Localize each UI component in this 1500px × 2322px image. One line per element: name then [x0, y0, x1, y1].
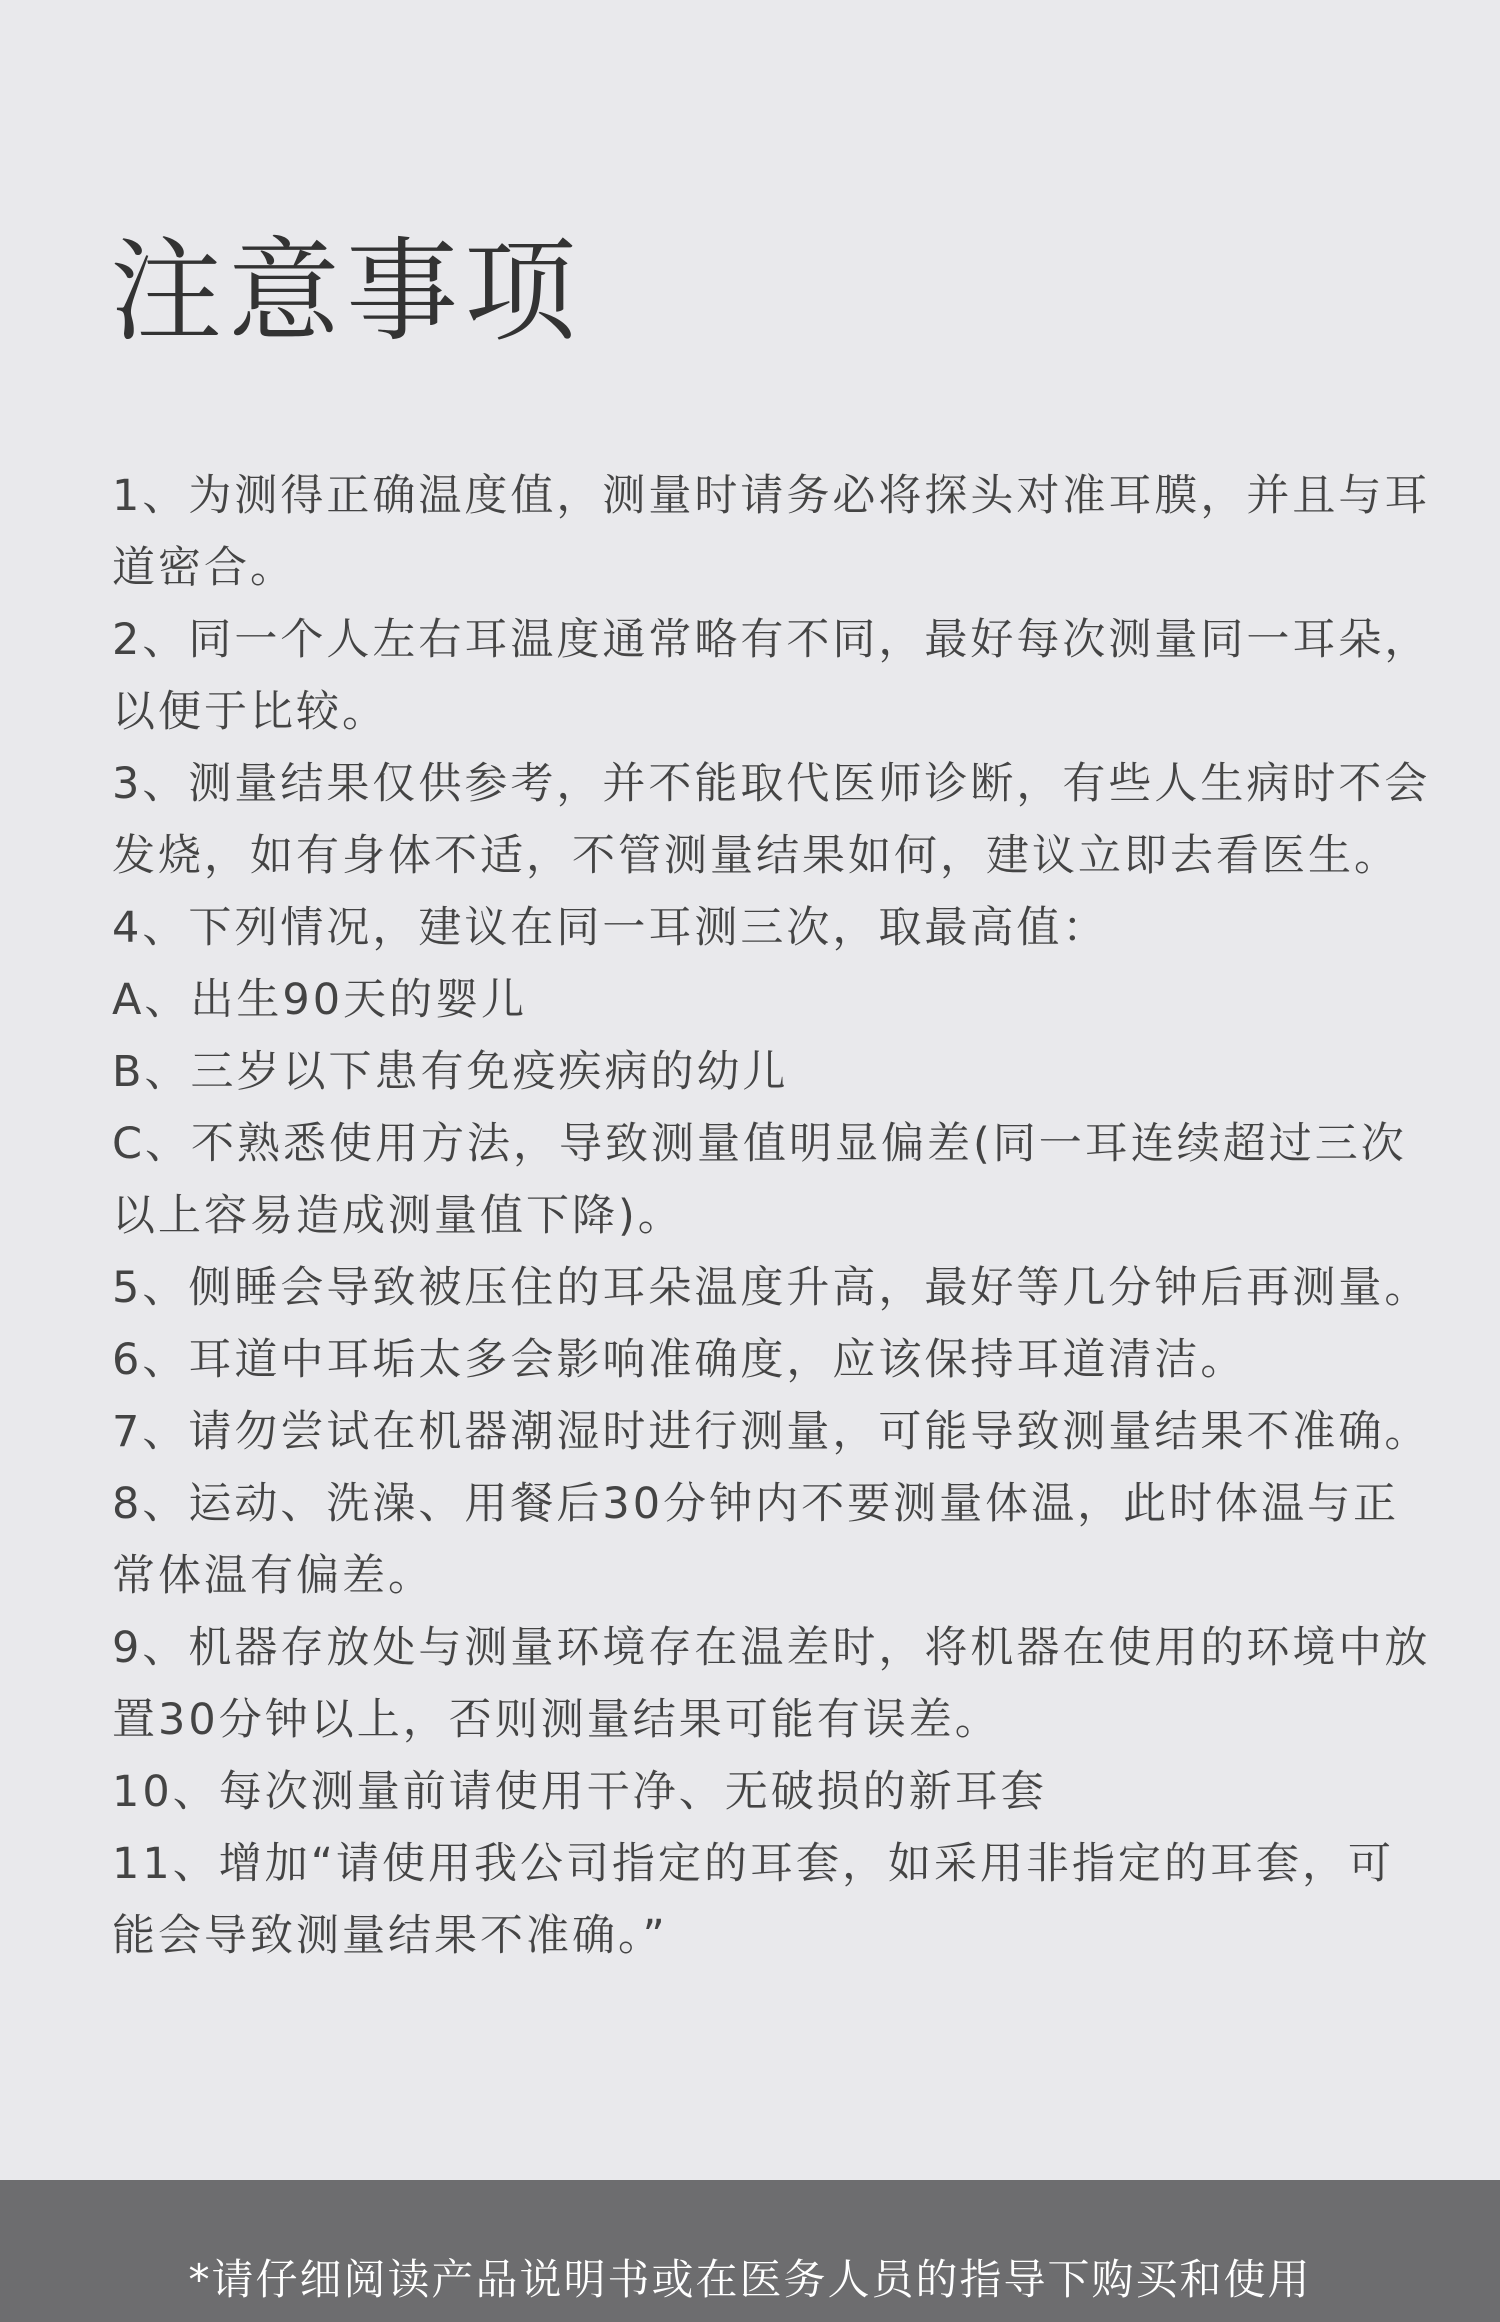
- notice-item-5: 5、侧睡会导致被压住的耳朵温度升高，最好等几分钟后再测量。: [112, 1263, 1431, 1313]
- notice-item-9: 9、机器存放处与测量环境存在温差时，将机器在使用的环境中放置30分钟以上，否则测量结果可能有误差。: [112, 1623, 1431, 1745]
- notice-list: [112, 460, 1432, 1972]
- footer-bar: [0, 2180, 1500, 2322]
- notice-item-4a: A、出生90天的婴儿: [112, 975, 528, 1025]
- notice-item-4c: C、不熟悉使用方法，导致测量值明显偏差(同一耳连续超过三次以上容易造成测量值下降)。: [112, 1119, 1407, 1241]
- notice-item-7: 7、请勿尝试在机器潮湿时进行测量，可能导致测量结果不准确。: [112, 1407, 1431, 1457]
- notice-item-1: 1、为测得正确温度值，测量时请务必将探头对准耳膜，并且与耳道密合。: [112, 471, 1431, 593]
- notice-item-6: 6、耳道中耳垢太多会影响准确度，应该保持耳道清洁。: [112, 1335, 1247, 1385]
- page-title: 注意事项: [110, 227, 582, 357]
- notice-item-3: 3、测量结果仅供参考，并不能取代医师诊断，有些人生病时不会发烧，如有身体不适，不管测量结果如何，建议立即去看医生。: [112, 759, 1431, 881]
- notice-item-4b: B、三岁以下患有免疫疾病的幼儿: [112, 1047, 789, 1097]
- notice-item-11: 11、增加“请使用我公司指定的耳套，如采用非指定的耳套，可能会导致测量结果不准确。”: [112, 1839, 1394, 1961]
- notice-item-8: 8、运动、洗澡、用餐后30分钟内不要测量体温，此时体温与正常体温有偏差。: [112, 1479, 1400, 1601]
- notice-item-10: 10、每次测量前请使用干净、无破损的新耳套: [112, 1767, 1047, 1817]
- notice-item-4: 4、下列情况，建议在同一耳测三次，取最高值：: [112, 903, 1109, 953]
- footer-disclaimer: *请仔细阅读产品说明书或在医务人员的指导下购买和使用: [188, 2255, 1312, 2304]
- notice-item-2: 2、同一个人左右耳温度通常略有不同，最好每次测量同一耳朵，以便于比较。: [112, 615, 1431, 737]
